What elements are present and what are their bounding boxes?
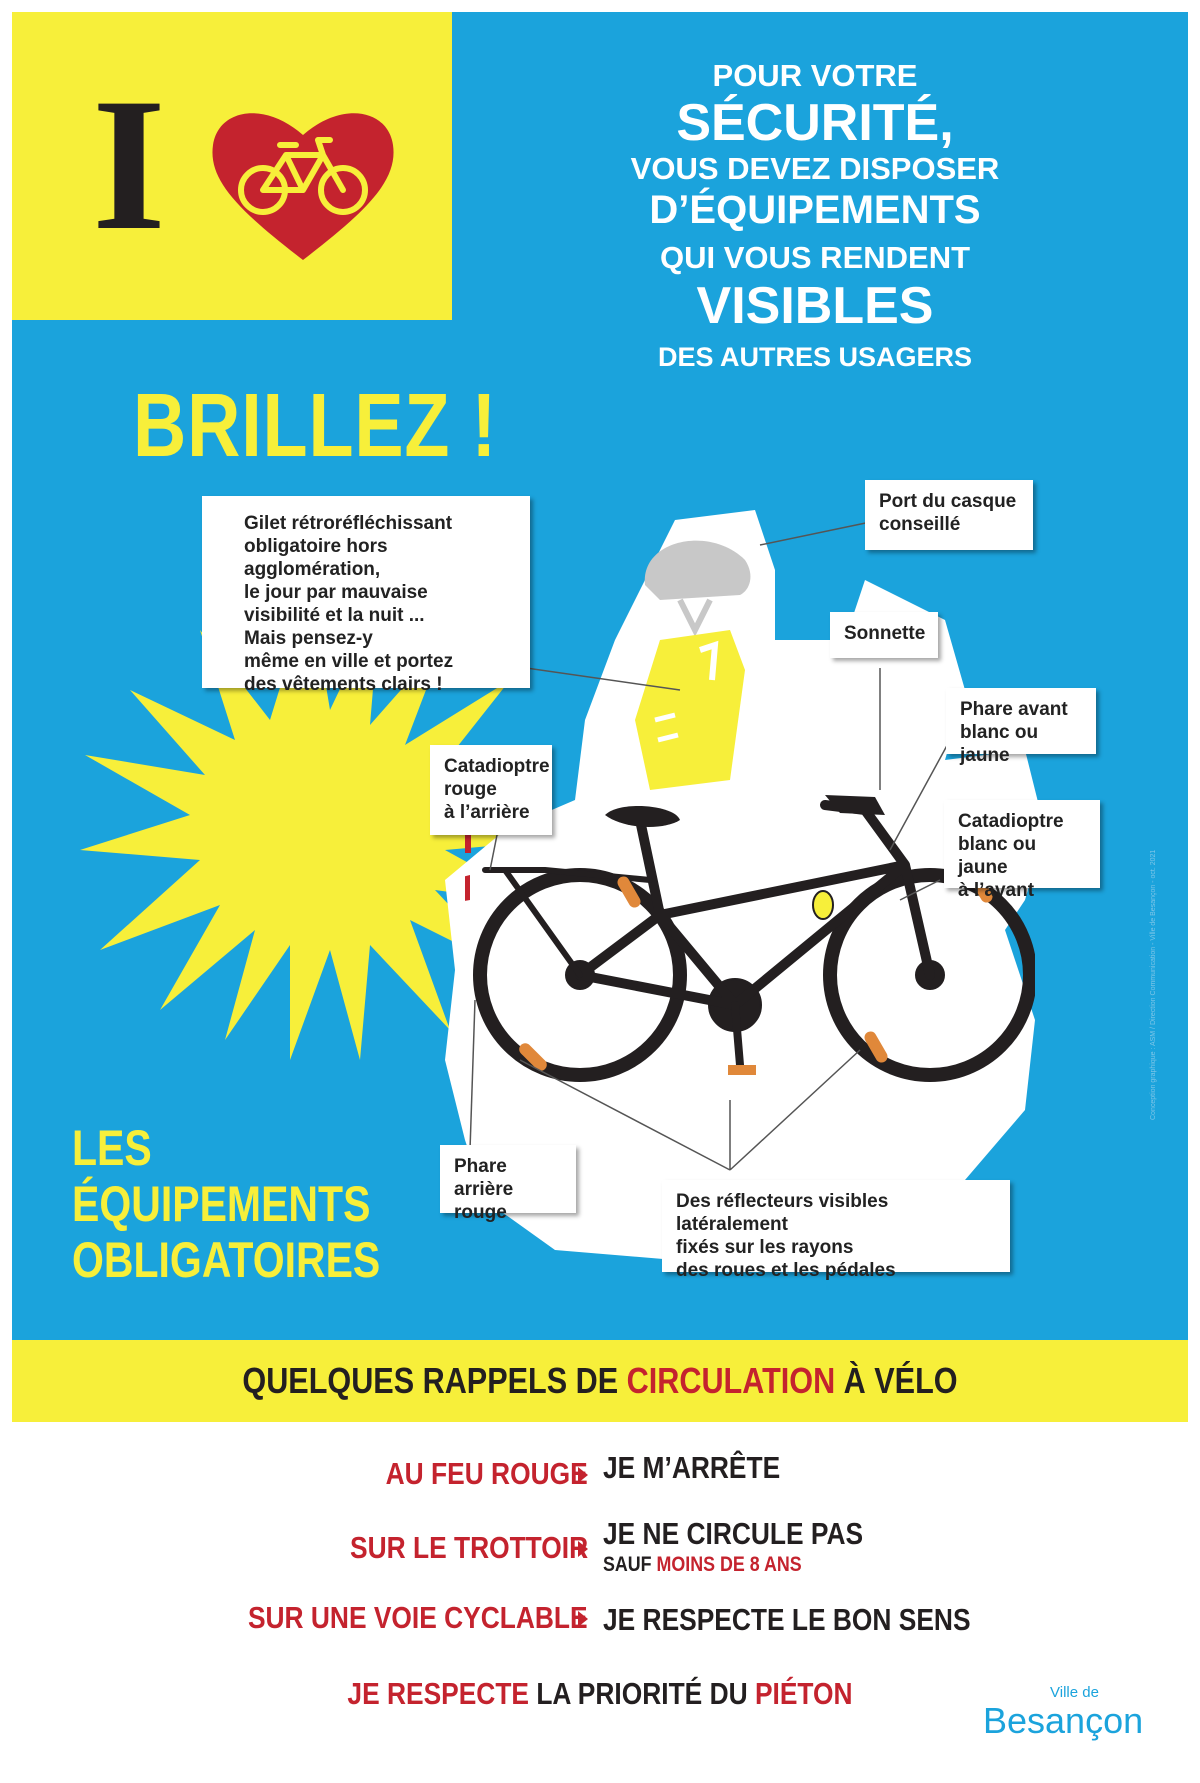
footer-part-3: PIÉTON: [754, 1676, 853, 1711]
callout-catadioptre-arriere-line-2: rouge: [444, 779, 497, 800]
logo-ville-de: Ville de: [1050, 1684, 1099, 1701]
callout-gilet-line-3: le jour par mauvaise: [244, 582, 428, 603]
callout-catadioptre-arriere: [430, 745, 552, 835]
rule-3-action: JE RESPECTE LE BON SENS: [603, 1602, 971, 1637]
callout-phare-avant-line-1: Phare avant: [960, 699, 1068, 720]
rule-2-arrow-icon: [578, 1541, 588, 1557]
section-title-line-2: ÉQUIPEMENTS: [72, 1176, 371, 1232]
headline-line-2: SÉCURITÉ,: [676, 94, 954, 152]
rule-2-action: JE NE CIRCULE PAS: [603, 1516, 864, 1551]
rule-1-arrow-icon: [578, 1467, 588, 1483]
footer-priority-line: [90, 1676, 1110, 1712]
rule-3-arrow-icon: [578, 1611, 588, 1627]
rule-2-note: [603, 1553, 802, 1577]
callout-sonnette-line-1: Sonnette: [844, 623, 926, 644]
callout-reflecteurs-line-2: fixés sur les rayons: [676, 1237, 854, 1258]
rule-1-condition: AU FEU ROUGE: [385, 1456, 588, 1491]
i-letter: I: [92, 60, 166, 270]
headline-line-4: D’ÉQUIPEMENTS: [649, 188, 981, 232]
headline-line-5: QUI VOUS RENDENT: [659, 240, 971, 275]
rappels-title-suffix: À VÉLO: [835, 1360, 958, 1401]
callout-gilet-line-4: visibilité et la nuit ...: [244, 605, 425, 626]
rule-2-note-highlight: MOINS DE 8 ANS: [656, 1553, 802, 1576]
headline-line-7: DES AUTRES USAGERS: [657, 342, 973, 372]
headline-line-3: VOUS DEVEZ DISPOSER: [630, 151, 1000, 186]
rule-3-condition: SUR UNE VOIE CYCLABLE: [248, 1600, 588, 1635]
callout-gilet: [202, 496, 530, 695]
callout-gilet-line-1: Gilet rétroréfléchissant: [244, 513, 453, 534]
callout-phare-avant-line-2: blanc ou jaune: [960, 722, 1039, 766]
callout-catadioptre-avant-line-2: blanc ou jaune: [958, 834, 1037, 878]
callout-phare-arriere-line-2: arrière rouge: [454, 1179, 514, 1223]
footer-part-2: LA PRIORITÉ DU: [529, 1676, 755, 1711]
callout-phare-avant: [946, 688, 1096, 766]
callout-casque: [865, 480, 1033, 550]
section-title-line-3: OBLIGATOIRES: [72, 1232, 381, 1288]
headline-line-6: VISIBLES: [696, 277, 934, 335]
rule-2-condition: SUR LE TROTTOIR: [349, 1530, 588, 1565]
callout-catadioptre-arriere-line-3: à l’arrière: [444, 802, 530, 823]
callout-catadioptre-arriere-line-1: Catadioptre: [444, 756, 550, 777]
callout-catadioptre-avant-line-3: à l’avant: [958, 880, 1035, 901]
callout-gilet-line-7: des vêtements clairs !: [244, 674, 443, 695]
rule-1-action: JE M’ARRÊTE: [603, 1450, 781, 1485]
footer-part-1: JE RESPECTE: [347, 1676, 530, 1711]
rappels-title: [100, 1340, 1100, 1422]
callout-gilet-line-2: obligatoire hors agglomération,: [244, 536, 388, 580]
callout-catadioptre-avant: [944, 800, 1100, 901]
callout-casque-line-2: conseillé: [879, 514, 961, 535]
rule-2-note-prefix: SAUF: [603, 1553, 657, 1576]
section-title-line-1: LES: [72, 1120, 152, 1176]
logo-besancon: Besançon: [983, 1700, 1144, 1741]
callout-catadioptre-avant-line-1: Catadioptre: [958, 811, 1064, 832]
callout-reflecteurs-line-3: des roues et les pédales: [676, 1260, 896, 1281]
rappels-title-highlight: CIRCULATION: [626, 1360, 836, 1401]
callout-reflecteurs: [662, 1180, 1010, 1281]
callout-sonnette: [830, 612, 938, 658]
credit-text: Conception graphique : ASM / Direction Communication - Ville de Besançon - oct. 2021: [1150, 849, 1157, 1120]
callout-reflecteurs-line-1: Des réflecteurs visibles latéralement: [676, 1191, 889, 1235]
rappels-title-prefix: QUELQUES RAPPELS DE: [242, 1360, 627, 1401]
callout-phare-arriere-line-1: Phare: [454, 1156, 507, 1177]
callout-gilet-line-5: Mais pensez-y: [244, 628, 373, 649]
callout-casque-line-1: Port du casque: [879, 491, 1017, 512]
brillez-title: BRILLEZ !: [133, 376, 498, 476]
headline-line-1: POUR VOTRE: [712, 58, 918, 93]
callout-phare-arriere: [440, 1145, 576, 1223]
callout-gilet-line-6: même en ville et portez: [244, 651, 454, 672]
